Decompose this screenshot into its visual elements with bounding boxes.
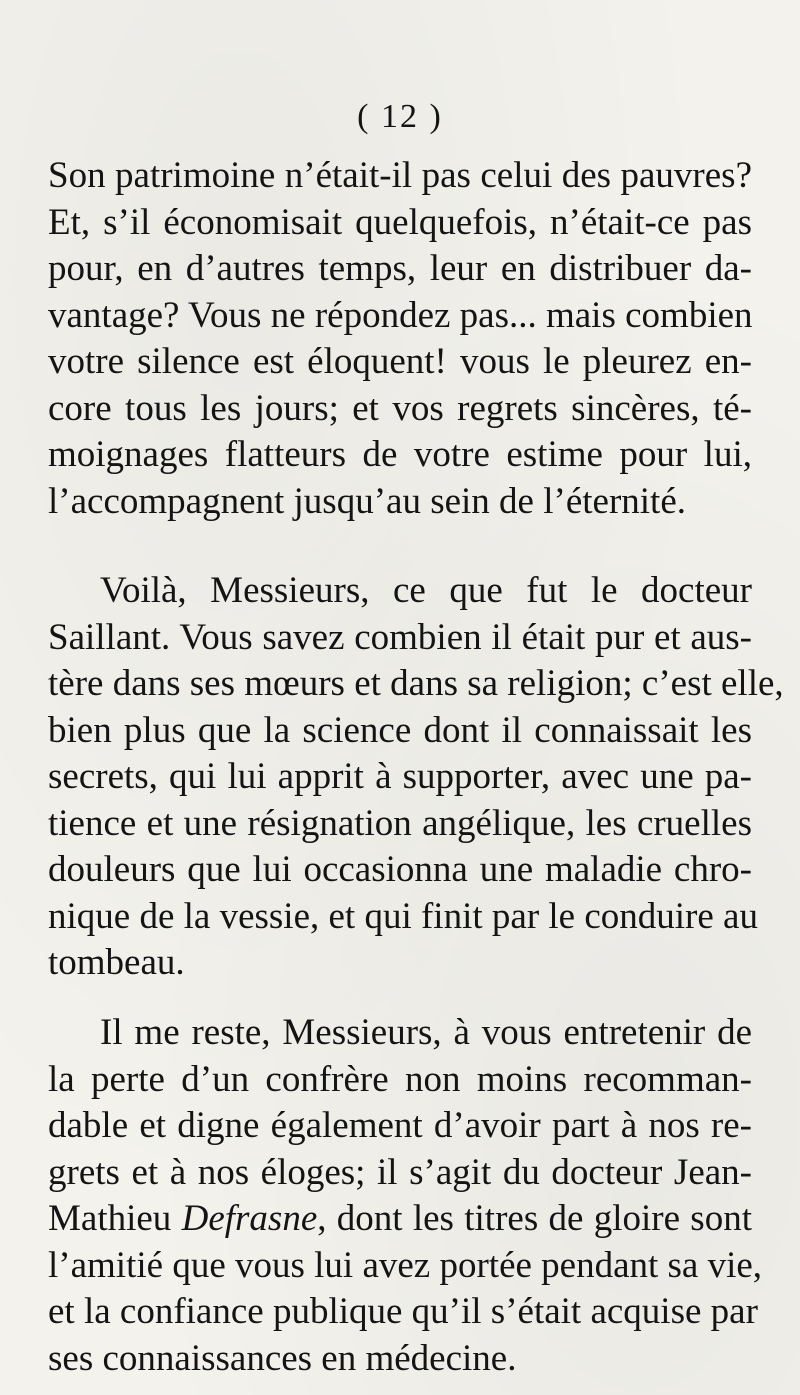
text-line: l’accompagnent jusqu’au sein de l’éternité. bbox=[48, 480, 686, 522]
paragraph-3 bbox=[48, 1010, 763, 1382]
text-line: ses connaissances en médecine. bbox=[48, 1337, 517, 1379]
text-line: Et, s’il économisait quelquefois, n’était-ce pas bbox=[48, 201, 752, 243]
text-line: core tous les jours; et vos regrets sincères, té- bbox=[48, 387, 752, 429]
text-line: pour, en d’autres temps, leur en distribuer da- bbox=[48, 248, 752, 289]
text-line: l’amitié que vous lui avez portée pendant sa vie, bbox=[48, 1244, 763, 1286]
person-name-italic: Defrasne bbox=[181, 1198, 318, 1239]
text-line: Voilà, Messieurs, ce que fut le docteur bbox=[100, 570, 752, 611]
text-line: tère dans ses mœurs et dans sa religion; c’est elle, bbox=[48, 663, 784, 704]
text-line: Saillant. Vous savez combien il était pur et aus- bbox=[48, 616, 752, 658]
text-line: tombeau. bbox=[48, 942, 185, 983]
paragraph-2 bbox=[48, 568, 784, 987]
text-line: moignages flatteurs de votre estime pour lui, bbox=[48, 434, 752, 475]
text-line: dable et digne également d’avoir part à nos re- bbox=[48, 1105, 752, 1146]
text-line-mixed bbox=[48, 1196, 752, 1243]
text-line: votre silence est éloquent! vous le pleurez en- bbox=[48, 341, 752, 382]
page-number: ( 12 ) bbox=[357, 98, 443, 135]
text-line: Son patrimoine n’était-il pas celui des pauvres? bbox=[48, 155, 752, 196]
text-line: grets et à nos éloges; il s’agit du docteur Jean- bbox=[48, 1151, 752, 1193]
paragraph-1 bbox=[48, 153, 752, 525]
text-line: vantage? Vous ne répondez pas... mais combien bbox=[48, 294, 753, 336]
text-line: douleurs que lui occasionna une maladie chro- bbox=[48, 849, 752, 890]
text-line: tience et une résignation angélique, les cruelles bbox=[48, 802, 752, 844]
text-fragment: , dont les titres de gloire sont bbox=[317, 1198, 752, 1239]
text-fragment: Mathieu bbox=[48, 1198, 182, 1239]
text-line: secrets, qui lui apprit à supporter, avec une pa- bbox=[48, 756, 752, 797]
text-line: et la confiance publique qu’il s’était acquise par bbox=[48, 1291, 758, 1332]
text-line: nique de la vessie, et qui finit par le conduire au bbox=[48, 895, 758, 937]
text-line: la perte d’un confrère non moins recomman- bbox=[48, 1058, 752, 1100]
text-line: Il me reste, Messieurs, à vous entretenir de bbox=[100, 1012, 752, 1053]
text-line: bien plus que la science dont il connaissait les bbox=[48, 709, 752, 751]
